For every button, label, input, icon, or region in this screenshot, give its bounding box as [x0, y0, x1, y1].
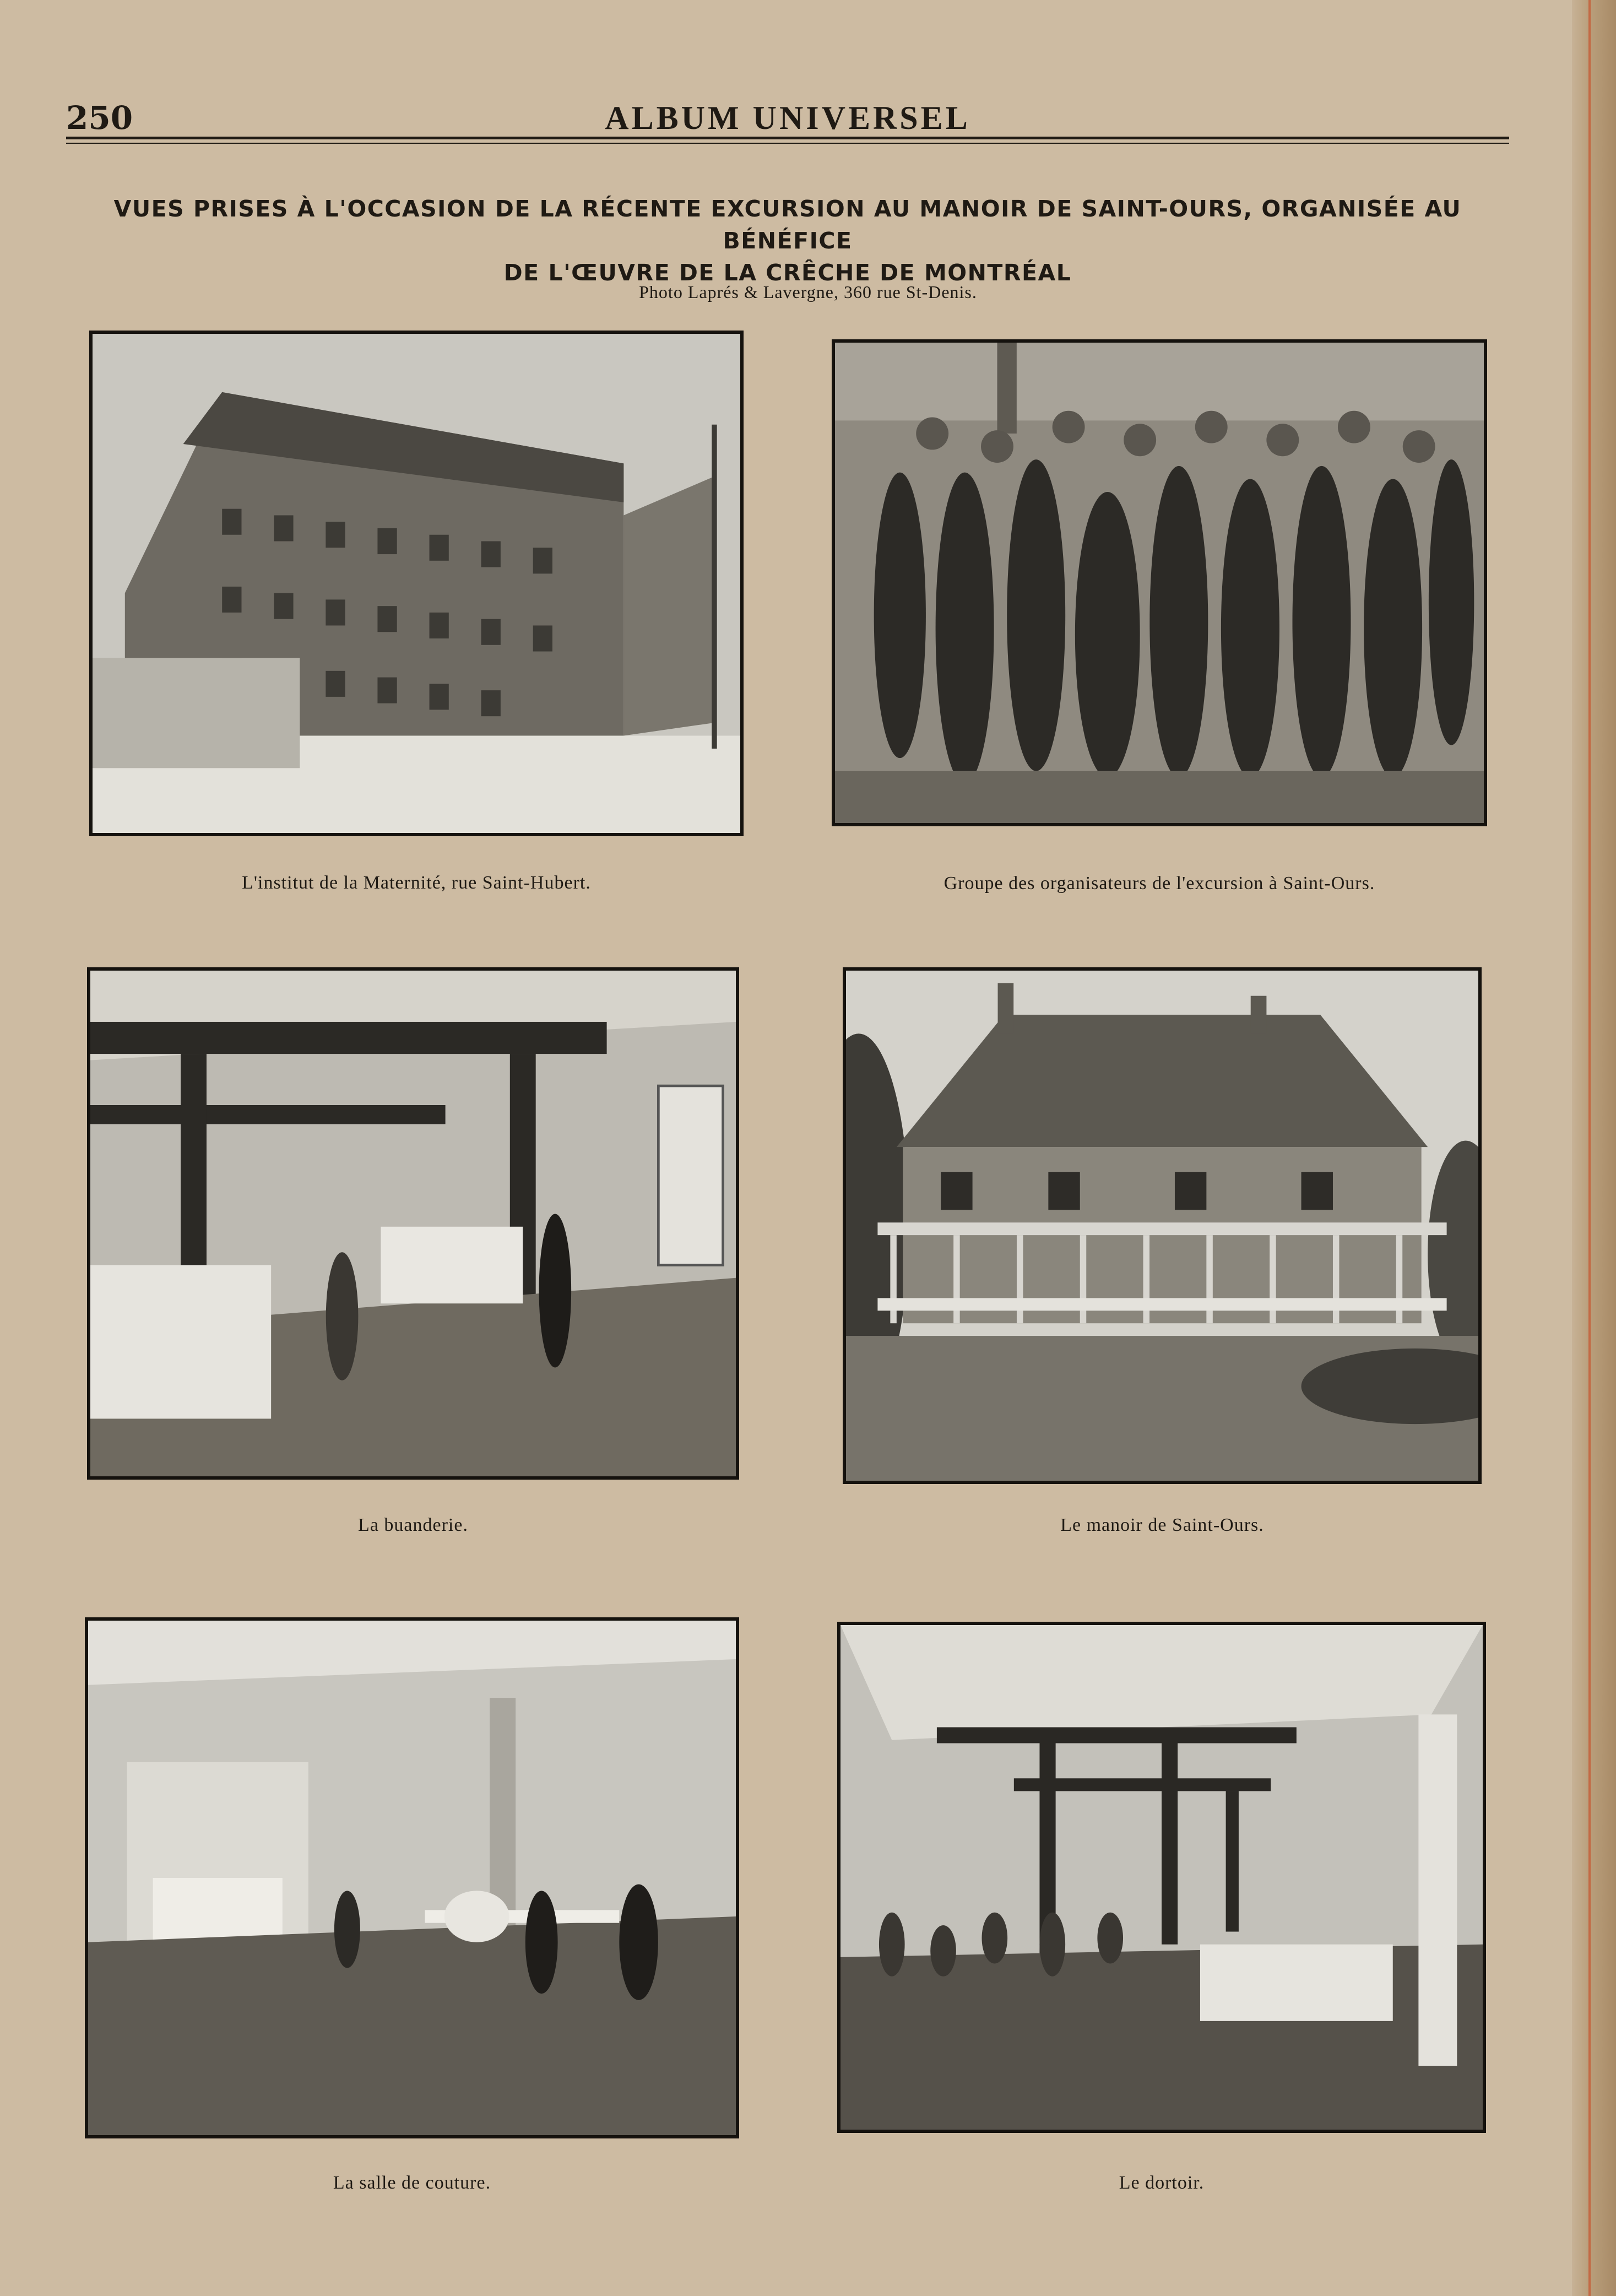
photo-sewing-room — [85, 1617, 739, 2138]
photo-saint-ours-manor — [843, 967, 1482, 1484]
header-rule — [66, 137, 1509, 144]
article-headline — [94, 193, 1482, 289]
caption-group: Groupe des organisateurs de l'excursion à Saint-Ours. — [943, 873, 1375, 894]
page-edge — [1572, 0, 1616, 2296]
caption-dormitory: Le dortoir. — [1119, 2173, 1205, 2193]
photo-organizers-group — [832, 339, 1487, 826]
photo-credit: Photo Laprés & Lavergne, 360 rue St-Denis. — [639, 282, 977, 302]
page-header — [66, 94, 1509, 143]
headline-line-2: DE L'ŒUVRE DE LA CRÊCHE DE MONTRÉAL — [503, 259, 1072, 286]
headline-line-1: VUES PRISES À L'OCCASION DE LA RÉCENTE EXCURSION AU MANOIR DE SAINT-OURS, ORGANISÉE AU BÉNÉFICE — [113, 196, 1462, 254]
photo-laundry-room — [87, 967, 739, 1480]
caption-laundry: La buanderie. — [358, 1515, 468, 1535]
caption-maternite: L'institut de la Maternité, rue Saint-Hubert. — [242, 873, 591, 893]
caption-sewing: La salle de couture. — [333, 2173, 491, 2193]
caption-manor: Le manoir de Saint-Ours. — [1060, 1515, 1264, 1535]
page-number: 250 — [66, 99, 133, 137]
photo-dormitory — [837, 1622, 1486, 2133]
photo-maternite-building — [89, 331, 744, 836]
magazine-title: ALBUM UNIVERSEL — [605, 100, 970, 136]
